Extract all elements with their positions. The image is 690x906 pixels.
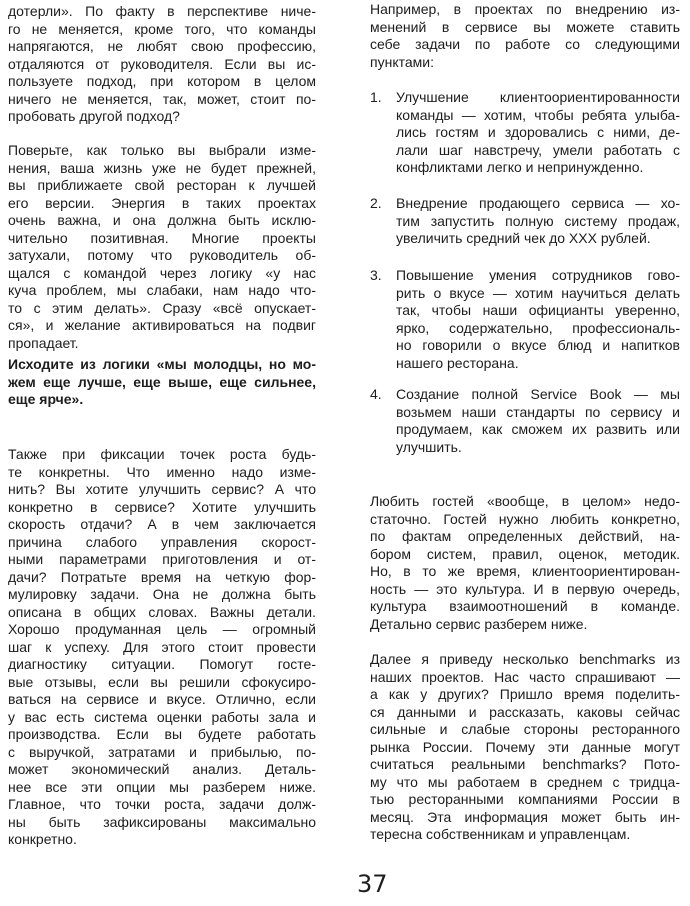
text-line: ся данными и рассказать, каковы сейчас — [370, 703, 680, 720]
text-line: сильные и слабые стороны ресторанного — [370, 721, 680, 737]
text-line: Создание полной Service Book — мы — [396, 386, 680, 402]
text-line: Хорошо продуманная цель — огромный — [8, 621, 316, 637]
text-line: лись гостям и здоровались с ними, де- — [396, 124, 680, 140]
text-line: статочно. Гостей нужно любить конкретно, — [370, 510, 680, 527]
text-line: ничего не меняется, так, может, стоит по- — [8, 90, 316, 107]
text-line: мулировку задачи. Она не должна быть — [8, 586, 316, 602]
text-line: Любить гостей «вообще, в целом» недо- — [370, 493, 680, 509]
text-line: конфликтами легко и непринужденно. — [396, 159, 644, 175]
text-line: рынка России. Почему эти данные могут — [370, 738, 680, 755]
list-number: 3. — [370, 267, 382, 283]
text-line: скорость отдачи? А в чем заключается — [8, 516, 316, 532]
text-line: пользуете подход, при котором в целом — [8, 73, 316, 89]
text-line: чительно позитивная. Многие проекты — [8, 229, 316, 246]
text-line: описана в общих словах. Важны детали. — [8, 603, 316, 620]
text-line: команды — хотим, чтобы ребята улыба- — [396, 106, 680, 123]
text-line: у вас есть система оценки работы зала и — [8, 708, 316, 725]
text-line: может экономический анализ. Деталь- — [8, 761, 316, 777]
text-line: по фактам определенных действий, на- — [370, 528, 680, 544]
text-line: причина слабого управления скорост- — [8, 533, 316, 550]
text-line: с выручкой, затратами и прибылью, по- — [8, 743, 316, 760]
text-line: Но, в то же время, клиентоориентирован- — [370, 563, 680, 579]
text-line: культура взаимоотношений в команде. — [370, 598, 680, 614]
text-line: Далее я приведу несколько benchmarks из — [370, 651, 680, 667]
right-intro-paragraph — [370, 1, 680, 71]
list-number: 4. — [370, 386, 382, 402]
text-line: вы приближаете свой ресторан к лучшей — [8, 177, 316, 193]
bold-heading — [8, 356, 316, 409]
text-line: дачи? Потратьте время на четкую фор- — [8, 568, 316, 585]
text-line: го не меняется, кроме того, что команды — [8, 20, 316, 37]
left-paragraph-3 — [8, 446, 316, 849]
text-line: ность — это культура. И в первую очередь, — [370, 580, 680, 597]
text-line: тересна собственникам и управленцам. — [370, 826, 631, 842]
text-line: жем еще лучше, еще выше, еще сильнее, — [8, 373, 316, 390]
text-line: Детально сервис разберем ниже. — [370, 615, 588, 632]
right-paragraph-2 — [370, 651, 680, 844]
text-line: вые отзывы, если вы решили сфокусиро- — [8, 673, 316, 690]
text-line: бором систем, правил, оценок, методик. — [370, 545, 680, 562]
text-line: но говорили о вкусе блюд и напитков — [396, 337, 680, 353]
text-line: пробовать другой подход? — [8, 108, 180, 124]
text-line: нее все эти опции мы разберем ниже. — [8, 778, 316, 795]
text-line: нения, ваша жизнь уже не будет прежней, — [8, 159, 316, 176]
left-paragraph-1 — [8, 3, 316, 126]
page-number: 37 — [357, 870, 388, 898]
text-line: так, чтобы наши официанты уверенно, — [396, 302, 680, 318]
text-line: то с этим делать». Сразу «всё опускает- — [8, 299, 316, 316]
text-line: Также при фиксации точек роста будь- — [8, 446, 316, 462]
text-line: пунктами: — [370, 53, 434, 70]
text-line: еще ярче». — [8, 391, 84, 407]
text-line: те конкретны. Что именно надо изме- — [8, 463, 316, 480]
list-item — [370, 89, 680, 177]
text-line: ными параметрами приготовления и от- — [8, 551, 316, 567]
text-line: му что мы работаем в среднем с тридца- — [370, 773, 680, 790]
text-line: производства. Если вы будете работать — [8, 726, 316, 742]
text-line: месяц. Эта информация может быть ин- — [370, 808, 680, 825]
text-line: себе задачи по работе со следующими — [370, 36, 680, 52]
text-line: отдаляются от руководителя. Если вы ис- — [8, 55, 316, 72]
text-line: ярко, содержательно, профессиональ- — [396, 319, 680, 336]
text-line: возьмем наши стандарты по сервису и — [396, 403, 680, 420]
text-line: менений в сервисе вы можете ставить — [370, 18, 680, 35]
text-line: Внедрение продающего сервиса — хо- — [396, 195, 680, 211]
text-line: наших проектов. Нас часто спрашивают — — [370, 668, 680, 685]
text-line: Улучшение клиентоориентированности — [396, 89, 680, 105]
text-line: Главное, что точки роста, задачи долж- — [8, 796, 316, 812]
list-number: 1. — [370, 89, 382, 105]
list-item — [370, 386, 680, 456]
text-line: напрягаются, не любят свою профессию, — [8, 38, 316, 54]
text-line: конкретно. — [8, 831, 77, 847]
text-line: очень важна, и она должна быть исклю- — [8, 212, 316, 228]
text-line: считаться реальными benchmarks? Пото- — [370, 756, 680, 772]
text-line: рить о вкусе — хотим научиться делать — [396, 284, 680, 301]
text-line: щался с командой через логику «у нас — [8, 264, 316, 281]
text-line: диагностику ситуации. Помогут госте- — [8, 656, 316, 672]
list-number: 2. — [370, 195, 382, 211]
text-line: конкретно в сервисе? Хотите улучшить — [8, 498, 316, 515]
text-line: тим запустить полную систему продаж, — [396, 212, 680, 229]
text-line: тью ресторанными компаниями России в — [370, 791, 680, 807]
text-line: пропадает. — [8, 334, 79, 351]
text-line: нить? Вы хотите улучшить сервис? А что — [8, 481, 316, 497]
text-line: Исходите из логики «мы молодцы, но мо- — [8, 356, 316, 372]
text-line: улучшить. — [396, 438, 462, 455]
text-line: лали шаг навстречу, умели работать с — [396, 141, 680, 158]
text-line: дотерли». По факту в перспективе ниче- — [8, 3, 316, 19]
list-item — [370, 195, 680, 248]
text-line: увеличить средний чек до XXX рублей. — [396, 230, 651, 246]
left-paragraph-2 — [8, 142, 316, 352]
text-line: а как у других? Пришло время поделить- — [370, 686, 680, 702]
text-line: Повышение умения сотрудников гово- — [396, 267, 680, 283]
text-line: Например, в проектах по внедрению из- — [370, 1, 680, 17]
right-paragraph-1 — [370, 493, 680, 633]
list-item — [370, 267, 680, 372]
text-line: ся», и желание активироваться на подвиг — [8, 317, 316, 333]
text-line: затухали, потому что руководитель об- — [8, 247, 316, 263]
text-line: Поверьте, как только вы выбрали изме- — [8, 142, 316, 158]
text-line: шаг к успеху. Для этого стоит провести — [8, 638, 316, 655]
text-line: ваться на сервисе и вкусе. Отлично, если — [8, 691, 316, 707]
text-line: продумаем, как сможем их развить или — [396, 421, 680, 437]
text-line: ны быть зафиксированы максимально — [8, 813, 316, 830]
text-line: куча проблем, мы слабаки, нам надо что- — [8, 282, 316, 298]
text-line: его версии. Энергия в таких проектах — [8, 194, 316, 211]
text-line: нашего ресторана. — [396, 354, 519, 371]
